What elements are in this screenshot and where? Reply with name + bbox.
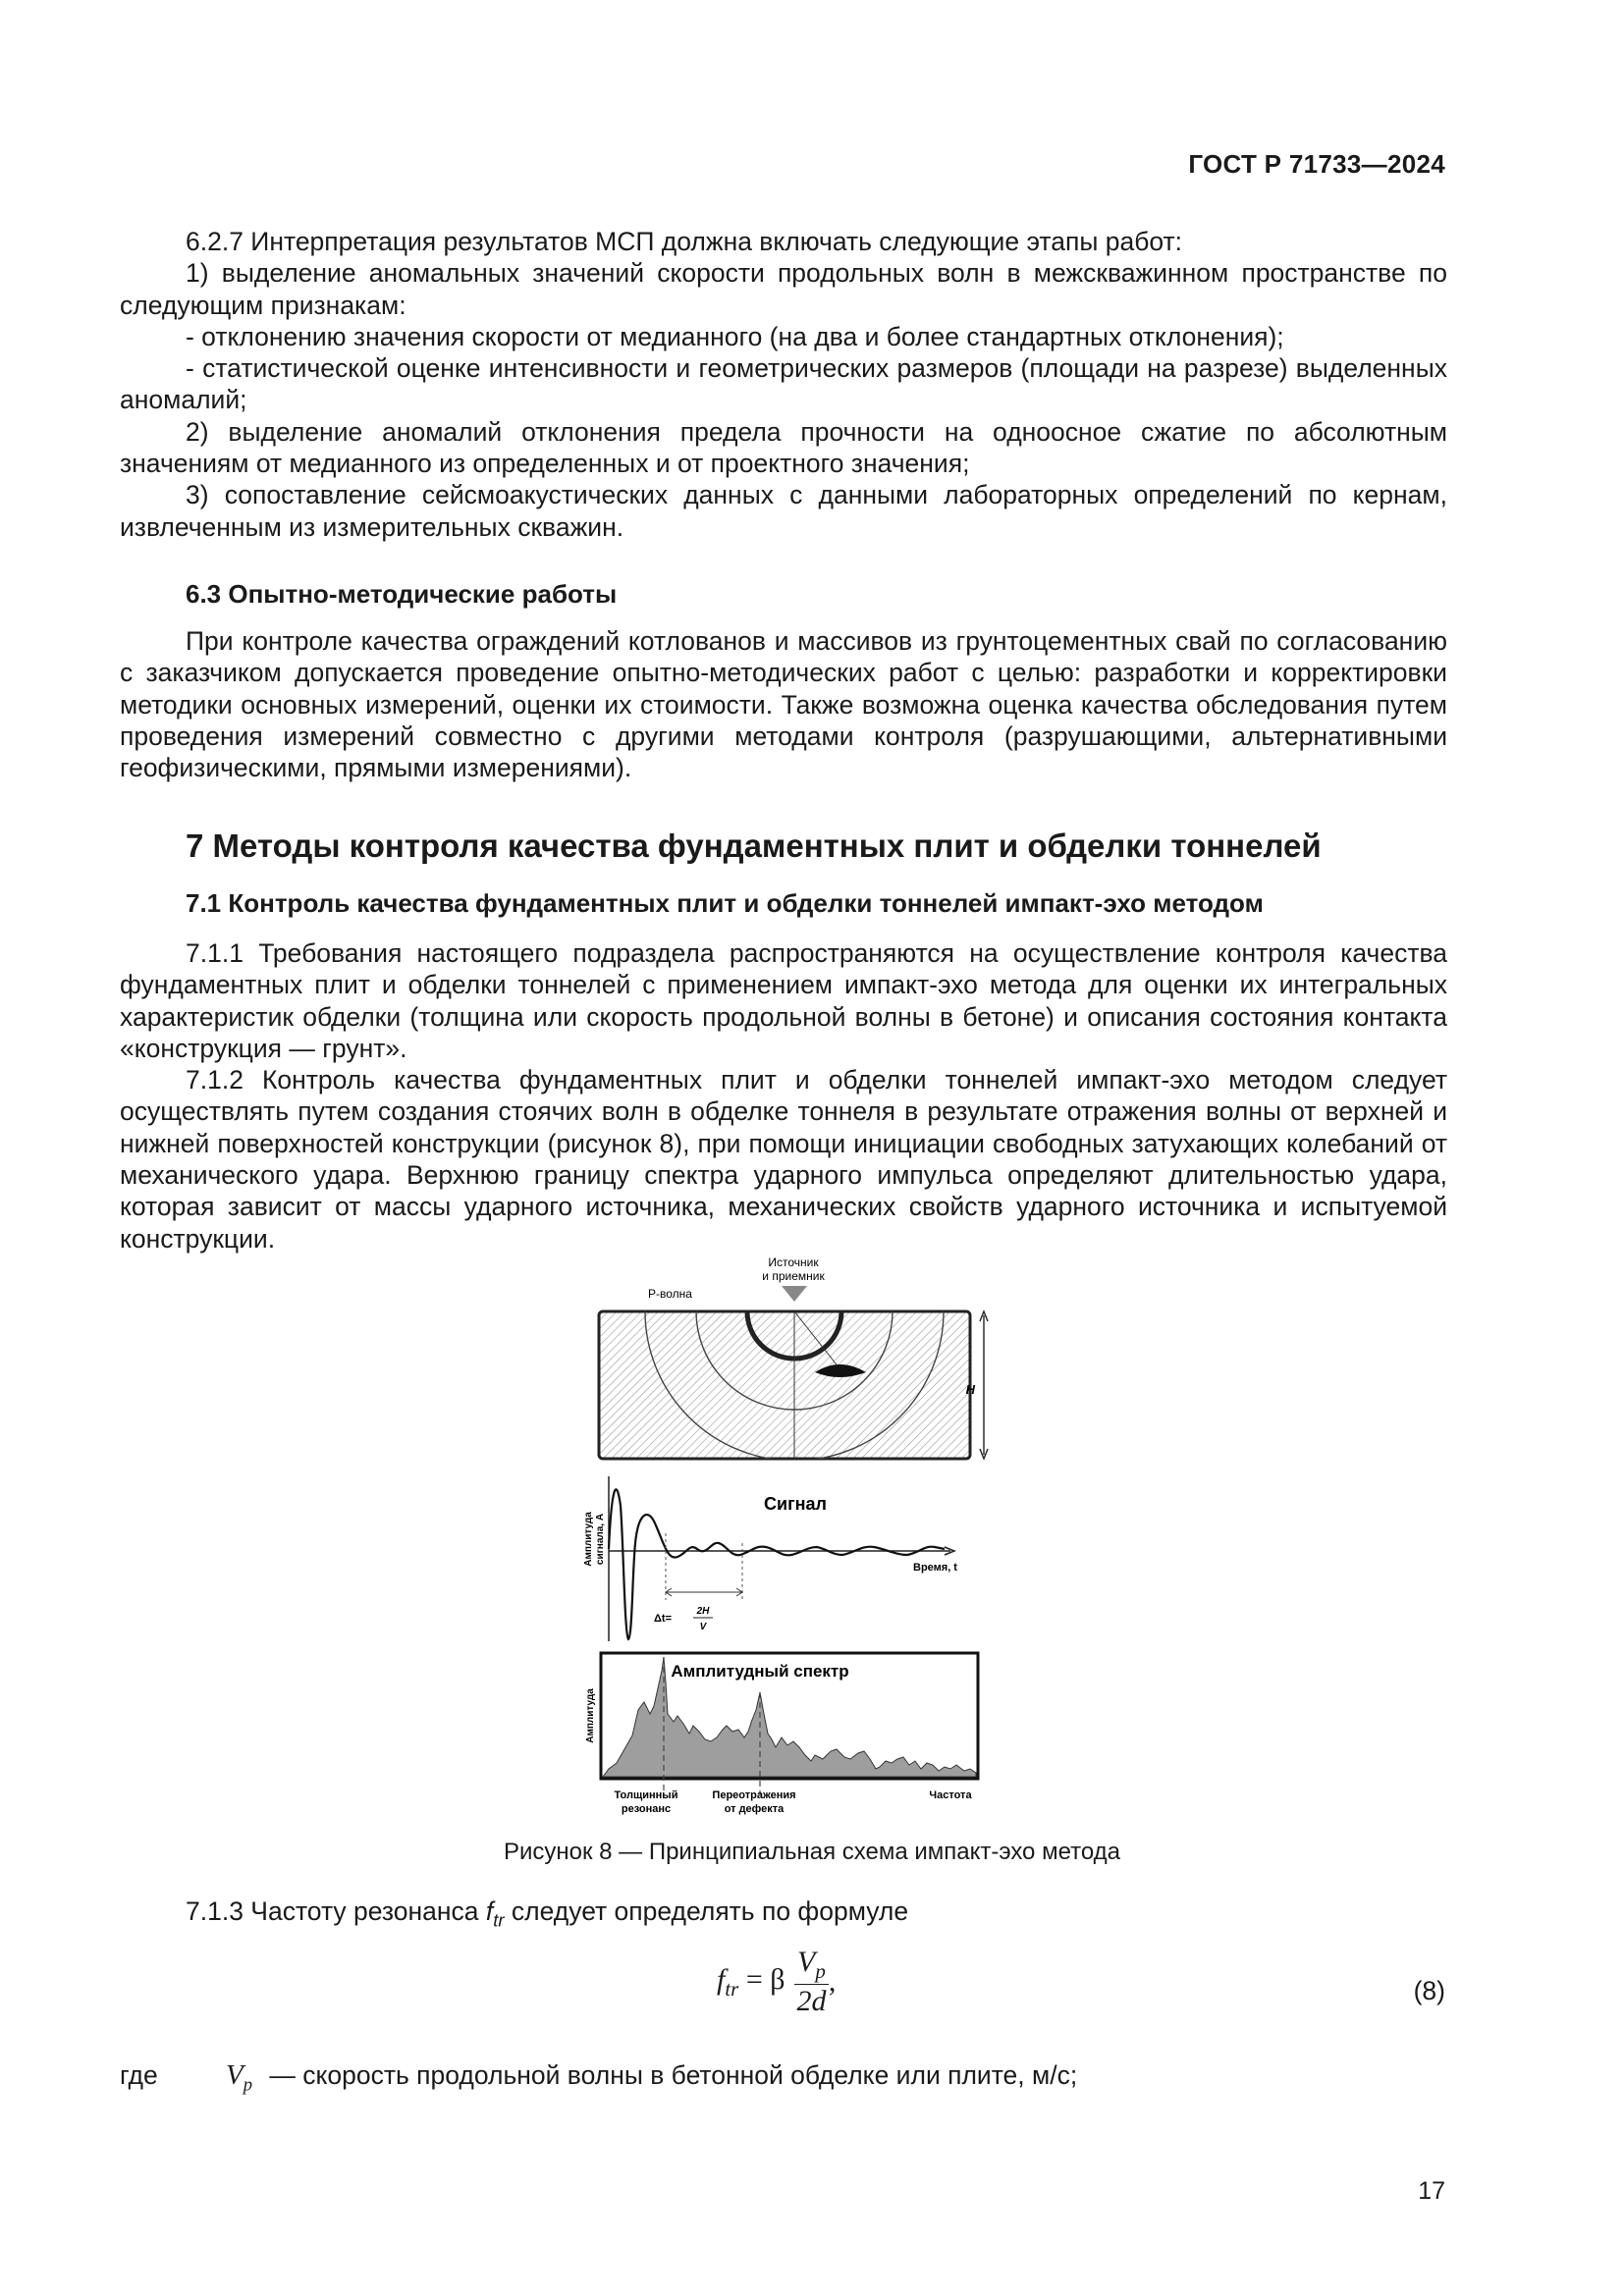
time-axis-label: Время, t bbox=[913, 1562, 957, 1574]
formula-intro-suffix: следует определять по формуле bbox=[504, 1896, 909, 1926]
impact-echo-diagram bbox=[579, 1249, 992, 1824]
defect-reflection-label-line1: Переотражения bbox=[712, 1789, 796, 1801]
section-6-3 bbox=[120, 625, 1447, 783]
where-definition bbox=[120, 2059, 1447, 2096]
formula-number: (8) bbox=[1413, 1976, 1445, 2005]
formula-intro-symbol: f bbox=[485, 1896, 494, 1926]
signal-title: Сигнал bbox=[764, 1494, 827, 1514]
frequency-axis-label: Частота bbox=[929, 1789, 972, 1801]
delta-t-label: Δt= bbox=[654, 1613, 672, 1625]
formula-fraction bbox=[794, 1946, 829, 2018]
source-triangle-icon bbox=[782, 1286, 807, 1302]
figure-impact-echo bbox=[579, 1249, 992, 1824]
where-symbol: V bbox=[226, 2059, 244, 2091]
heading-7: 7 Методы контроля качества фундаментных плит и обделки тоннелей bbox=[186, 828, 1322, 864]
paragraph-6-2-7-item1b: - статистической оценке интенсивности и геометрических размеров (площади на разрезе) выделенных аномалий; bbox=[120, 353, 1447, 415]
spectrum-plot bbox=[585, 1653, 978, 1815]
paragraph-6-2-7-item1a: - отклонению значения скорости от медианного (на два и более стандартных отклонения); bbox=[186, 321, 1284, 351]
paragraph-6-2-7-intro: 6.2.7 Интерпретация результатов МСП должна включать следующие этапы работ: bbox=[186, 227, 1183, 256]
formula-numerator: V bbox=[797, 1946, 816, 1978]
source-label-line1: Источник bbox=[768, 1255, 819, 1269]
formula-numerator-subscript: p bbox=[815, 1959, 826, 1983]
defect-reflection-label-line2: от дефекта bbox=[724, 1803, 785, 1815]
paragraph-6-2-7-item1: 1) выделение аномальных значений скорости продольных волн в межскважинном пространстве по следующим признакам: bbox=[120, 258, 1447, 320]
paragraph-7-1-2: 7.1.2 Контроль качества фундаментных плит и обделки тоннелей импакт-эхо методом следует осуществлять путем создания стоячих волн в обделке тоннеля в результате отражения волны от верхней и нижней поверхностей конструкции (рисунок 8), при помощи инициации свободных затухающих колебаний от механического удара. Верхнюю границу спектра ударного импульса определяют длительностью удара, которая зависит от массы ударного источника, механических свойств ударного источника и испытуемой конструкции. bbox=[120, 1065, 1447, 1254]
pwave-label: P-волна bbox=[648, 1287, 692, 1301]
paragraph-7-1-1: 7.1.1 Требования настоящего подраздела распространяются на осуществление контроля качества фундаментных плит и обделки тоннелей с применением импакт-эхо метода для оценки их интегральных характеристик обделки (толщина или скорость продольной волны в бетоне) и описания состояния контакта «конструкция — грунт». bbox=[120, 938, 1447, 1063]
section-7-1 bbox=[120, 937, 1447, 1255]
paragraph-6-3: При контроле качества ограждений котлованов и массивов из грунтоцементных свай по согласованию с заказчиком допускается проведение опытно-методических работ с целью: разработки и корректировки методики основных измерений, оценки их стоимости. Также возможна оценка качества обследования путем проведения измерений совместно с другими методами контроля (разрушающими, альтернативными геофизическими, прямыми измерениями). bbox=[120, 626, 1447, 783]
page-number: 17 bbox=[1418, 2177, 1445, 2205]
formula-intro bbox=[186, 1896, 908, 1931]
where-word: где bbox=[120, 2060, 158, 2090]
formula-trailing-comma: , bbox=[828, 1965, 837, 1998]
formula-denominator: 2d bbox=[796, 1985, 827, 2017]
where-symbol-subscript: p bbox=[243, 2074, 252, 2096]
formula-intro-subscript: tr bbox=[493, 1909, 505, 1931]
thickness-resonance-label-line1: Толщинный bbox=[614, 1789, 678, 1801]
signal-plot bbox=[583, 1476, 957, 1641]
thickness-resonance-label-line2: резонанс bbox=[621, 1803, 672, 1815]
delta-t-numerator: 2H bbox=[696, 1606, 710, 1617]
thickness-label: H bbox=[965, 1382, 975, 1397]
spectrum-title: Амплитудный спектр bbox=[671, 1662, 849, 1681]
paragraph-6-2-7-item3: 3) сопоставление сейсмоакустических данных с данными лабораторных определений по кернам, извлеченным из измерительных скважин. bbox=[120, 480, 1447, 542]
figure-caption: Рисунок 8 — Принципиальная схема импакт-эхо метода bbox=[503, 1839, 1121, 1865]
formula-8 bbox=[717, 1946, 836, 2018]
where-definition-text: — скорость продольной волны в бетонной обделке или плите, м/с; bbox=[269, 2060, 1078, 2090]
spectrum-y-label: Амплитуда bbox=[585, 1688, 596, 1743]
heading-7-1: 7.1 Контроль качества фундаментных плит и обделки тоннелей импакт-эхо методом bbox=[186, 888, 1264, 918]
source-label-line2: и приемник bbox=[762, 1269, 825, 1283]
formula-equals-beta: = β bbox=[738, 1962, 785, 1996]
delta-t-denominator: V bbox=[699, 1622, 707, 1632]
signal-y-label-line2: сигнала, A bbox=[595, 1513, 606, 1566]
formula-lhs: f bbox=[717, 1962, 726, 1996]
paragraph-6-2-7-item2: 2) выделение аномалий отклонения предела прочности на одноосное сжатие по абсолютным значениям от медианного из определенных и от проектного значения; bbox=[120, 416, 1447, 479]
signal-y-label-line1: Амплитуда bbox=[583, 1512, 594, 1567]
formula-lhs-subscript: tr bbox=[725, 1976, 739, 2001]
document-code: ГОСТ Р 71733—2024 bbox=[1188, 149, 1445, 179]
formula-intro-prefix: 7.1.3 Частоту резонанса bbox=[186, 1896, 486, 1926]
heading-6-3: 6.3 Опытно-методические работы bbox=[186, 579, 618, 609]
section-6-2-7 bbox=[120, 226, 1447, 543]
